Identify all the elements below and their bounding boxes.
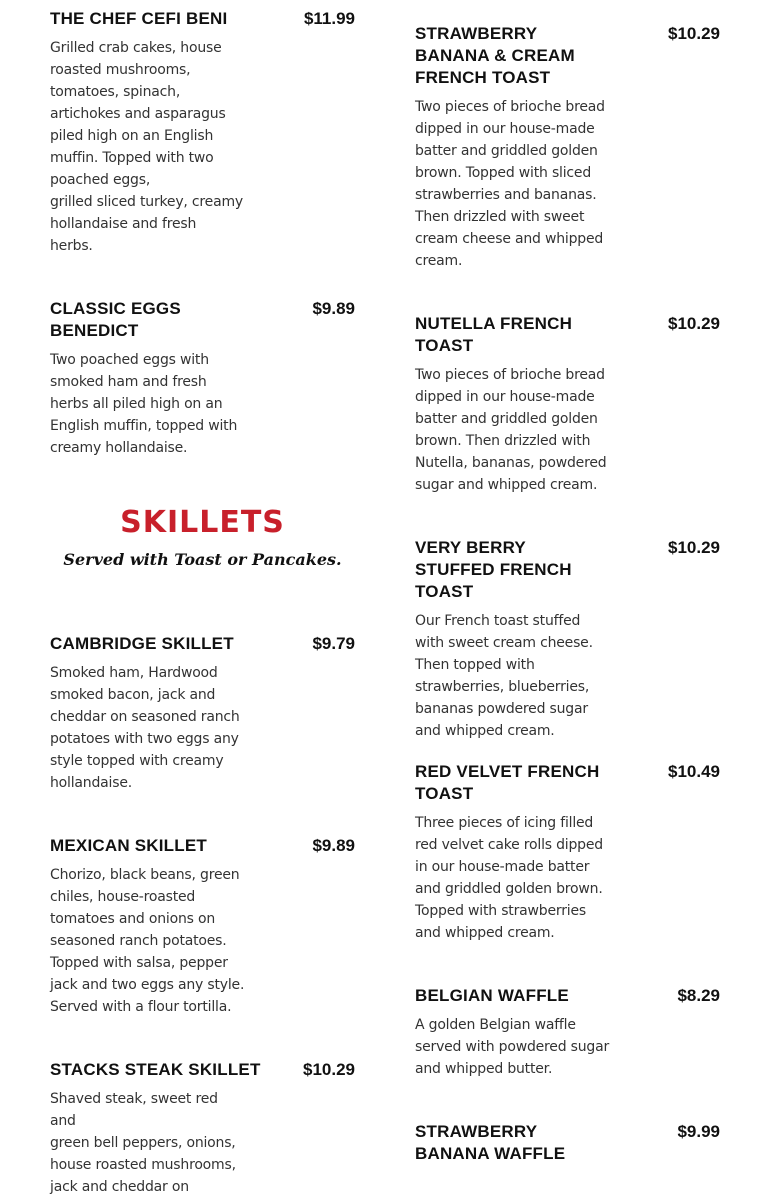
description-line: brown. Then drizzled with — [415, 433, 591, 449]
menu-item-price: $10.29 — [303, 1060, 355, 1079]
menu-item-description — [415, 1014, 610, 1080]
description-line: in our house-made batter — [415, 859, 590, 875]
menu-item-description — [50, 1088, 245, 1198]
description-line: potatoes with two eggs any — [50, 731, 239, 747]
menu-item-price: $10.29 — [668, 538, 720, 557]
description-line: hollandaise. — [50, 775, 132, 791]
description-line: served with powdered sugar — [415, 1039, 610, 1055]
description-line: Two pieces of brioche bread — [415, 99, 605, 115]
description-line: Then topped with — [415, 657, 535, 673]
section-subtitle: Served with Toast or Pancakes. — [63, 550, 342, 569]
description-line: strawberries, blueberries, — [415, 679, 590, 695]
description-line: and griddled golden brown. — [415, 881, 603, 897]
menu-item-strawberry-banana-cream-french-toast — [415, 23, 720, 272]
description-line: artichokes and asparagus — [50, 106, 226, 122]
description-line: Smoked ham, Hardwood — [50, 665, 218, 681]
description-line: bananas powdered sugar — [415, 701, 588, 717]
menu-item-price: $9.89 — [312, 836, 355, 855]
description-line: house roasted mushrooms, — [50, 1157, 236, 1173]
section-skillets — [50, 505, 355, 571]
description-line: strawberries and bananas. — [415, 187, 597, 203]
menu-item-price: $9.79 — [312, 634, 355, 653]
menu-item-price: $11.99 — [303, 9, 355, 28]
description-line: dipped in our house-made — [415, 121, 595, 137]
menu-item-name: CLASSIC EGGS BENEDICT — [50, 299, 181, 340]
menu-item-name: STRAWBERRY BANANA WAFFLE — [415, 1122, 566, 1163]
description-line: English muffin, topped with — [50, 418, 238, 434]
menu-item-name: RED VELVET FRENCH TOAST — [415, 762, 600, 803]
menu-item-name: BELGIAN WAFFLE — [415, 986, 569, 1005]
description-line: cream. — [415, 253, 463, 269]
description-line: Three pieces of icing filled — [415, 815, 594, 831]
menu-item-description — [415, 812, 610, 944]
description-line: batter and griddled golden — [415, 143, 598, 159]
description-line: sugar and whipped cream. — [415, 477, 598, 493]
description-line: Two pieces of brioche bread — [415, 367, 605, 383]
description-line: red velvet cake rolls dipped — [415, 837, 603, 853]
description-line: Topped with salsa, pepper — [50, 955, 228, 971]
description-line: herbs. — [50, 238, 93, 254]
menu-item-description — [50, 864, 245, 1018]
description-line: and whipped cream. — [415, 723, 555, 739]
menu-item-price: $10.29 — [668, 24, 720, 43]
description-line: and whipped butter. — [415, 1061, 553, 1077]
description-line: Two poached eggs with — [50, 352, 209, 368]
description-line: hollandaise and fresh — [50, 216, 197, 232]
description-line: green bell peppers, onions, — [50, 1135, 236, 1151]
menu-item-description — [50, 349, 245, 459]
menu-item-stacks-steak-skillet — [50, 1059, 355, 1198]
description-line: Nutella, bananas, powdered — [415, 455, 607, 471]
menu-item-name: VERY BERRY STUFFED FRENCH TOAST — [415, 538, 572, 601]
menu-item-price: $10.29 — [668, 314, 720, 333]
menu-item-name: THE CHEF CEFI BENI — [50, 9, 228, 28]
menu-item-name: MEXICAN SKILLET — [50, 836, 207, 855]
description-line: grilled sliced turkey, creamy — [50, 194, 243, 210]
menu-item-name: STACKS STEAK SKILLET — [50, 1060, 261, 1079]
description-line: Topped with strawberries — [415, 903, 586, 919]
description-line: style topped with creamy — [50, 753, 224, 769]
menu-item-description — [50, 37, 245, 257]
menu-item-price: $8.29 — [677, 986, 720, 1005]
description-line: cream cheese and whipped — [415, 231, 604, 247]
description-line: brown. Topped with sliced — [415, 165, 592, 181]
description-line: Our French toast stuffed — [415, 613, 581, 629]
description-line: and whipped cream. — [415, 925, 555, 941]
description-line: dipped in our house-made — [415, 389, 595, 405]
menu-item-price: $9.89 — [312, 299, 355, 318]
menu-item-cambridge-skillet — [50, 633, 355, 794]
menu-item-price: $9.99 — [677, 1122, 720, 1141]
description-line: seasoned ranch potatoes. — [50, 933, 227, 949]
description-line: Grilled crab cakes, house — [50, 40, 222, 56]
description-line: roasted mushrooms, — [50, 62, 191, 78]
description-line: with sweet cream cheese. — [415, 635, 593, 651]
description-line: muffin. Topped with two — [50, 150, 214, 166]
menu-item-chef-cefi-beni — [50, 8, 355, 257]
description-line: tomatoes and onions on — [50, 911, 216, 927]
description-line: A golden Belgian waffle — [415, 1017, 576, 1033]
section-title: SKILLETS — [120, 505, 285, 540]
description-line: Chorizo, black beans, green — [50, 867, 240, 883]
description-line: jack and two eggs any style. — [50, 977, 245, 993]
description-line: jack and cheddar on — [50, 1179, 189, 1195]
menu-item-classic-eggs-benedict — [50, 298, 355, 459]
description-line: chiles, house-roasted — [50, 889, 196, 905]
menu-item-nutella-french-toast — [415, 313, 720, 496]
description-line: smoked ham and fresh — [50, 374, 207, 390]
menu-item-description — [415, 364, 610, 496]
description-line: cheddar on seasoned ranch — [50, 709, 240, 725]
description-line: batter and griddled golden — [415, 411, 598, 427]
menu-item-mexican-skillet — [50, 835, 355, 1018]
description-line: creamy hollandaise. — [50, 440, 188, 456]
menu-item-price: $10.49 — [668, 762, 720, 781]
menu-item-name: CAMBRIDGE SKILLET — [50, 634, 234, 653]
menu-item-name: STRAWBERRY BANANA & CREAM FRENCH TOAST — [415, 24, 575, 87]
description-line: smoked bacon, jack and — [50, 687, 216, 703]
description-line: poached eggs, — [50, 172, 151, 188]
description-line: Shaved steak, sweet red and — [50, 1091, 218, 1129]
description-line: piled high on an English — [50, 128, 214, 144]
menu-item-strawberry-banana-waffle — [415, 1121, 720, 1165]
menu-item-very-berry-stuffed-french-toast — [415, 537, 720, 742]
menu-item-belgian-waffle — [415, 985, 720, 1080]
menu-item-name: NUTELLA FRENCH TOAST — [415, 314, 573, 355]
menu-item-red-velvet-french-toast — [415, 761, 720, 944]
menu-item-description — [415, 610, 610, 742]
description-line: herbs all piled high on an — [50, 396, 223, 412]
description-line: tomatoes, spinach, — [50, 84, 181, 100]
menu-item-description — [415, 96, 610, 272]
menu-item-description — [50, 662, 245, 794]
description-line: Then drizzled with sweet — [415, 209, 585, 225]
description-line: Served with a flour tortilla. — [50, 999, 232, 1015]
